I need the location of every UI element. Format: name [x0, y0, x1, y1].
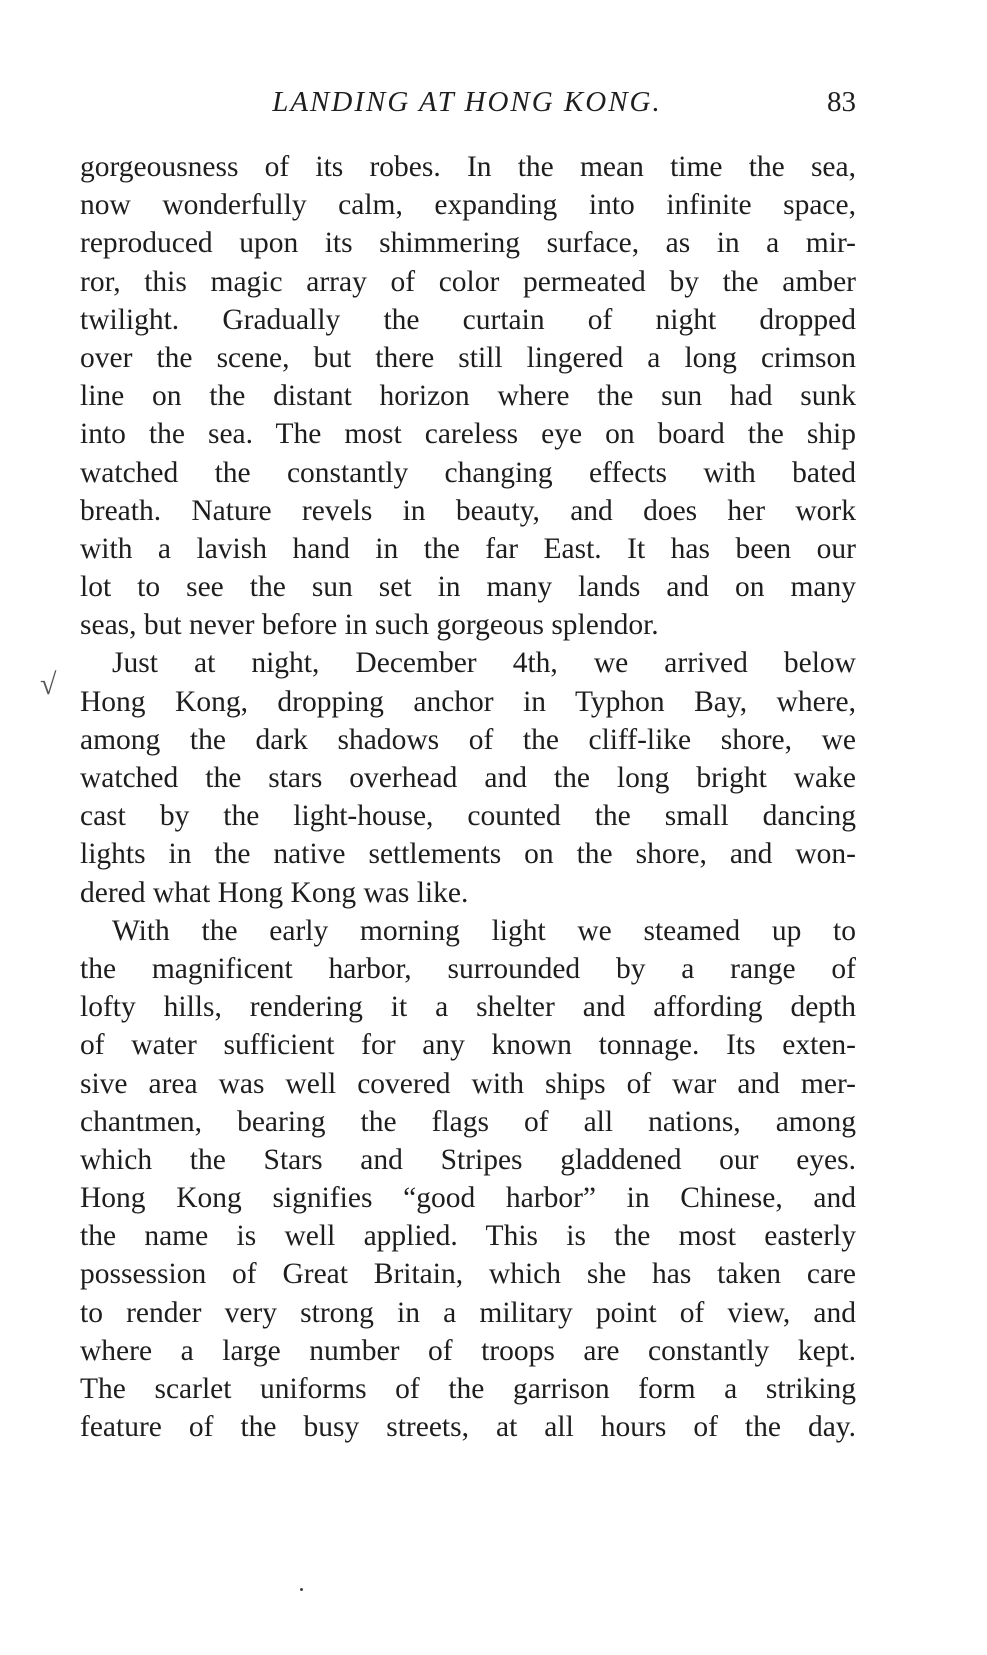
text-line: sive area was well covered with ships of war and mer-: [80, 1067, 856, 1100]
text-line: lot to see the sun set in many lands and on many: [80, 571, 856, 604]
text-line: possession of Great Britain, which she has taken care: [80, 1258, 856, 1291]
text-line: with a lavish hand in the far East. It has been our: [80, 532, 856, 565]
text-line: the name is well applied. This is the most easterly: [80, 1220, 856, 1253]
running-head: [78, 86, 856, 126]
text-line: to render very strong in a military point of view, and: [80, 1296, 856, 1329]
text-line: Just at night, December 4th, we arrived below: [112, 647, 856, 680]
text-line: twilight. Gradually the curtain of night dropped: [80, 303, 856, 336]
paragraph-3: [80, 912, 856, 1447]
text-line: lofty hills, rendering it a shelter and affording depth: [80, 991, 856, 1024]
text-line: The scarlet uniforms of the garrison form a striking: [80, 1373, 856, 1405]
text-line: Hong Kong, dropping anchor in Typhon Bay, where,: [80, 685, 856, 718]
text-line: where a large number of troops are constantly kept.: [80, 1334, 856, 1367]
running-title: LANDING AT HONG KONG.: [272, 86, 662, 118]
text-line: of water sufficient for any known tonnage. Its exten-: [80, 1029, 856, 1062]
text-line: the magnificent harbor, surrounded by a range of: [80, 952, 856, 985]
text-line: With the early morning light we steamed up to: [112, 914, 856, 947]
text-line: feature of the busy streets, at all hours of the day.: [80, 1411, 856, 1444]
text-line: watched the constantly changing effects with bated: [80, 456, 856, 489]
text-line: lights in the native settlements on the shore, and won-: [80, 838, 856, 871]
paragraph-2: [80, 644, 856, 911]
text-line: chantmen, bearing the flags of all nations, among: [80, 1105, 856, 1138]
text-line: ror, this magic array of color permeated by the amber: [80, 265, 856, 298]
text-line: which the Stars and Stripes gladdened our eyes.: [80, 1143, 856, 1176]
text-line: into the sea. The most careless eye on board the ship: [80, 418, 856, 451]
text-line: gorgeousness of its robes. In the mean time the sea,: [80, 151, 856, 183]
text-line: seas, but never before in such gorgeous splendor.: [80, 609, 659, 642]
ink-speck: [300, 1588, 303, 1591]
text-line: line on the distant horizon where the sun had sunk: [80, 380, 856, 413]
text-line: Hong Kong signifies “good harbor” in Chinese, and: [80, 1182, 856, 1215]
text-line: cast by the light-house, counted the small dancing: [80, 800, 856, 833]
margin-tick-mark: √: [40, 668, 57, 701]
text-line: among the dark shadows of the cliff-like shore, we: [80, 723, 856, 756]
page-number: 83: [827, 86, 856, 118]
paragraph-1: [80, 148, 856, 644]
text-line: reproduced upon its shimmering surface, as in a mir-: [80, 227, 856, 260]
text-line: over the scene, but there still lingered a long crimson: [80, 341, 856, 374]
text-line: dered what Hong Kong was like.: [80, 876, 469, 909]
body-text: [80, 148, 856, 1446]
text-line: now wonderfully calm, expanding into infinite space,: [80, 189, 856, 222]
text-line: watched the stars overhead and the long bright wake: [80, 762, 856, 794]
text-line: breath. Nature revels in beauty, and does her work: [80, 494, 856, 527]
